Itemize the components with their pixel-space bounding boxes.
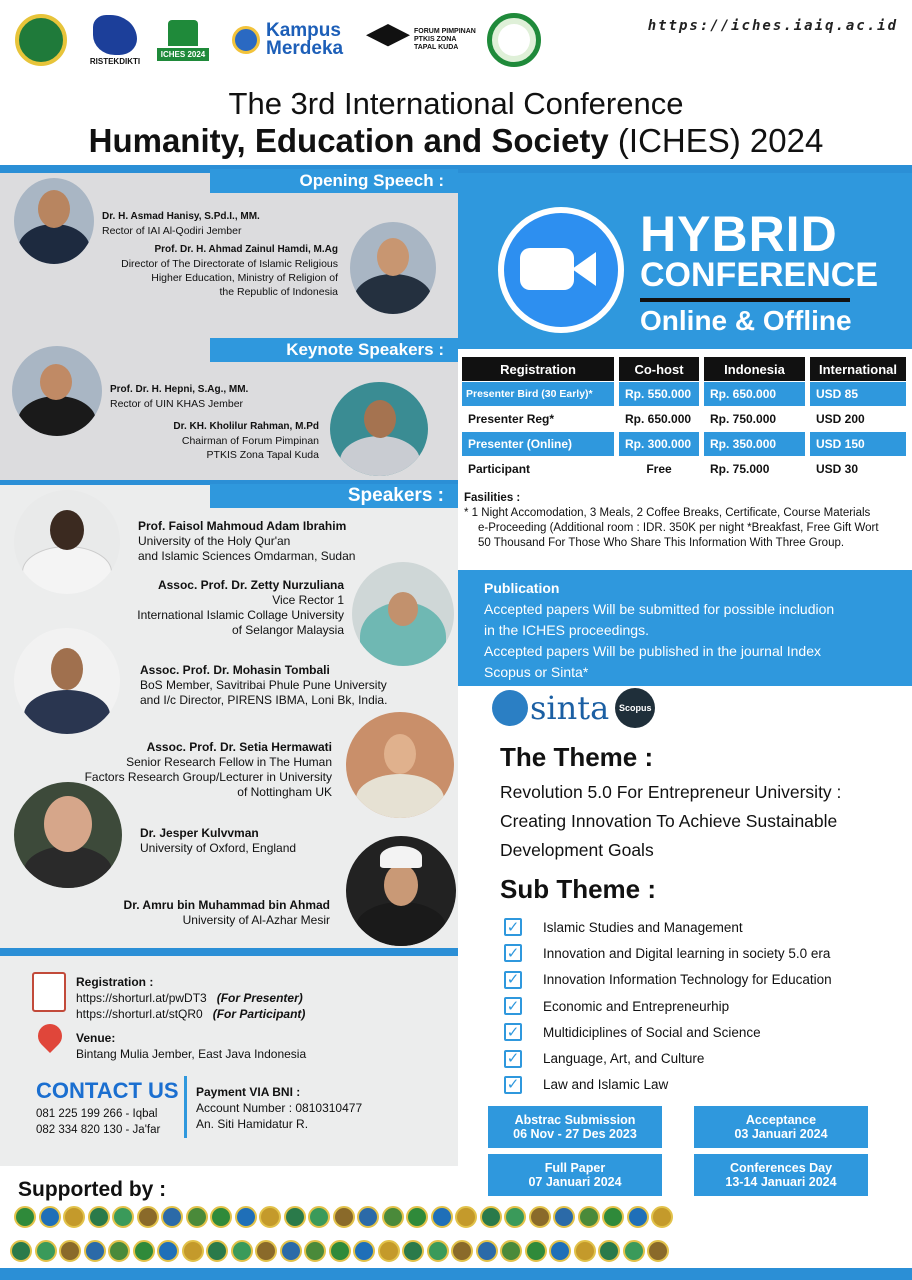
- facilities-note: [464, 491, 910, 551]
- table-cell: Rp. 300.000: [619, 432, 699, 456]
- table-row: [462, 457, 908, 481]
- supporter-logo: [304, 1240, 326, 1262]
- supporter-logo: [574, 1240, 596, 1262]
- acceptance-box: [694, 1106, 868, 1148]
- account-number: Account Number : 0810310477: [196, 1101, 363, 1115]
- supporter-logo: [504, 1206, 526, 1228]
- panel-divider: [0, 948, 458, 956]
- table-cell: Presenter (Online): [462, 432, 614, 456]
- date-value: 03 Januari 2024: [734, 1127, 828, 1141]
- opening-speech-tab: Opening Speech :: [210, 169, 458, 193]
- list-item-label: Law and Islamic Law: [543, 1077, 669, 1093]
- person-affiliation: University of Al-Azhar Mesir: [182, 913, 330, 927]
- table-cell: Presenter Bird (30 Early)*: [462, 382, 614, 406]
- person-affiliation: Factors Research Group/Lecturer in University: [84, 770, 332, 784]
- camera-icon: [520, 248, 574, 290]
- checkbox-icon: ✓: [504, 971, 522, 989]
- column-header: Co-host: [619, 357, 699, 381]
- supporter-logo: [259, 1206, 281, 1228]
- supporter-logo: [651, 1206, 673, 1228]
- supporter-logo: [333, 1206, 355, 1228]
- list-item-label: Innovation and Digital learning in society 5.0 era: [543, 945, 831, 961]
- publication-box: [458, 570, 912, 686]
- divider: [184, 1076, 187, 1138]
- person-affiliation: BoS Member, Savitribai Phule Pune University: [140, 678, 387, 692]
- supporter-logo: [108, 1240, 130, 1262]
- opening-person-1: [102, 210, 260, 238]
- person-affiliation: International Islamic Collage University: [137, 608, 344, 622]
- speaker-photo: [346, 836, 456, 946]
- speaker-photo: [14, 178, 94, 264]
- checkbox-icon: ✓: [504, 918, 522, 936]
- supporter-logo: [255, 1240, 277, 1262]
- facilities-line: * 1 Night Accomodation, 3 Meals, 2 Coffee Breaks, Certificate, Course Materials: [464, 507, 871, 519]
- person-name: Dr. Jesper Kulvvman: [140, 826, 259, 840]
- person-role: Rector of IAI Al-Qodiri Jember: [102, 225, 242, 237]
- date-label: Abstrac Submission: [514, 1113, 636, 1127]
- list-item: [504, 1072, 832, 1098]
- contact-numbers: [36, 1106, 160, 1138]
- kampus-merdeka-logo: [266, 12, 350, 68]
- speaker-photo: [14, 782, 122, 888]
- registration-fee-table: [462, 357, 908, 482]
- contact-phone[interactable]: 082 334 820 130 - Ja'far: [36, 1124, 161, 1136]
- supporter-logo: [231, 1240, 253, 1262]
- list-item: [504, 914, 832, 940]
- speaker-1: [138, 519, 355, 564]
- date-label: Acceptance: [745, 1113, 817, 1127]
- person-role: the Republic of Indonesia: [219, 286, 338, 298]
- keynote-person-1: [110, 383, 248, 411]
- date-label: Conferences Day: [729, 1161, 833, 1175]
- conference-label: CONFERENCE: [640, 256, 879, 294]
- ristekdikti-logo: [82, 12, 148, 68]
- supporter-logo: [627, 1206, 649, 1228]
- table-cell: Rp. 650.000: [704, 382, 805, 406]
- person-name: Dr. H. Asmad Hanisy, S.Pd.I., MM.: [102, 211, 260, 222]
- speaker-photo: [12, 346, 102, 436]
- iches-logo: [148, 12, 218, 68]
- theme-text: [500, 778, 900, 865]
- scopus-logo: Scopus: [615, 688, 655, 728]
- supporter-logo: [427, 1240, 449, 1262]
- speaker-photo: [14, 628, 120, 734]
- logo-caption: Kampus Merdeka: [266, 20, 344, 59]
- person-affiliation: Senior Research Fellow in The Human: [126, 755, 332, 769]
- table-row: [462, 432, 908, 456]
- speaker-2: [100, 578, 344, 638]
- table-cell: Participant: [462, 457, 614, 481]
- supporter-logo: [451, 1240, 473, 1262]
- table-header-row: [462, 357, 908, 381]
- venue-address: Bintang Mulia Jember, East Java Indonesia: [76, 1047, 307, 1061]
- contact-phone[interactable]: 081 225 199 266 - Iqbal: [36, 1108, 158, 1120]
- speaker-5: [140, 826, 296, 856]
- tut-wuri-logo: [230, 12, 262, 68]
- sub-theme-list: [504, 914, 832, 1098]
- contact-heading: CONTACT US: [36, 1078, 179, 1103]
- publication-heading: Publication: [484, 580, 560, 596]
- supporter-logo: [353, 1240, 375, 1262]
- supporter-logo: [455, 1206, 477, 1228]
- supporter-logo: [431, 1206, 453, 1228]
- supporter-logo: [500, 1240, 522, 1262]
- camera-lens-icon: [572, 252, 596, 286]
- title-rest: (ICHES) 2024: [608, 122, 824, 159]
- table-cell: Rp. 350.000: [704, 432, 805, 456]
- supporter-logo: [476, 1240, 498, 1262]
- date-value: 07 Januari 2024: [528, 1175, 622, 1189]
- supporter-logo: [529, 1206, 551, 1228]
- person-name: Prof. Dr. H. Hepni, S.Ag., MM.: [110, 384, 249, 395]
- supporter-logo: [553, 1206, 575, 1228]
- keynote-speakers-tab: Keynote Speakers :: [210, 338, 458, 362]
- logo-caption: FORUM PIMPINAN PTKIS ZONA TAPAL KUDA: [414, 28, 476, 51]
- supporter-logo: [549, 1240, 571, 1262]
- table-cell: Rp. 650.000: [619, 407, 699, 431]
- conference-title-line2: [0, 122, 912, 160]
- supporter-logo: [623, 1240, 645, 1262]
- table-cell: Rp. 750.000: [704, 407, 805, 431]
- table-cell: USD 30: [810, 457, 906, 481]
- logo-caption: RISTEKDIKTI: [89, 56, 141, 66]
- forum-pimpinan-logo: [362, 12, 484, 68]
- supporter-logo: [284, 1206, 306, 1228]
- person-name: Dr. Amru bin Muhammad bin Ahmad: [123, 898, 330, 912]
- theme-line: Development Goals: [500, 840, 654, 860]
- publication-line: Accepted papers Will be published in the journal Index: [484, 643, 821, 659]
- list-item-label: Language, Art, and Culture: [543, 1051, 705, 1067]
- list-item-label: Innovation Information Technology for Education: [543, 972, 832, 988]
- facilities-line: e-Proceeding (Additional room : IDR. 350K per night *Breakfast, Free Gift Wort: [478, 522, 879, 534]
- list-item: [504, 993, 832, 1019]
- facilities-line: 50 Thousand For Those Who Share This Information With Three Group.: [478, 537, 845, 549]
- supporter-logo: [647, 1240, 669, 1262]
- account-name: An. Siti Hamidatur R.: [196, 1117, 309, 1131]
- hybrid-label: HYBRID: [640, 206, 838, 262]
- supporter-logo: [280, 1240, 302, 1262]
- facilities-heading: Fasilities :: [464, 492, 521, 504]
- venue-info: [76, 1030, 306, 1062]
- registration-info: [76, 974, 305, 1022]
- supporter-logo: [182, 1240, 204, 1262]
- sinta-scopus-logos: [492, 688, 655, 728]
- iai-al-qodiri-logo: [486, 12, 542, 68]
- speakers-tab: Speakers :: [210, 484, 458, 508]
- online-offline-label: Online & Offline: [640, 305, 852, 336]
- list-item-label: Multidiciplines of Social and Science: [543, 1024, 761, 1040]
- supporter-logo: [329, 1240, 351, 1262]
- sub-theme-heading: Sub Theme :: [500, 874, 657, 904]
- speaker-3: [140, 663, 387, 708]
- person-affiliation: University of Oxford, England: [140, 841, 297, 855]
- person-name: Dr. KH. Kholilur Rahman, M.Pd: [173, 421, 319, 432]
- supporter-logo: [137, 1206, 159, 1228]
- registration-heading: Registration :: [76, 975, 154, 989]
- person-affiliation: University of the Holy Qur'an: [138, 534, 291, 548]
- supporter-logo: [112, 1206, 134, 1228]
- person-affiliation: Vice Rector 1: [272, 593, 344, 607]
- supporter-logo: [210, 1206, 232, 1228]
- checkbox-icon: ✓: [504, 997, 522, 1015]
- list-item-label: Economic and Entrepreneurhip: [543, 998, 730, 1014]
- link-note: (For Presenter): [216, 991, 303, 1005]
- supporter-logo: [88, 1206, 110, 1228]
- column-header: Indonesia: [704, 357, 805, 381]
- person-name: Assoc. Prof. Dr. Zetty Nurzuliana: [157, 578, 344, 592]
- column-header: International: [810, 357, 906, 381]
- supporter-logo: [406, 1206, 428, 1228]
- list-item: [504, 967, 832, 993]
- list-item-label: Islamic Studies and Management: [543, 919, 743, 935]
- theme-line: Revolution 5.0 For Entrepreneur University :: [500, 782, 842, 802]
- table-row: [462, 407, 908, 431]
- person-role: Higher Education, Ministry of Religion of: [151, 272, 338, 284]
- sinta-logo: sinta: [530, 689, 610, 727]
- column-header: Registration: [462, 357, 614, 381]
- venue-heading: Venue:: [76, 1031, 116, 1045]
- person-role: Chairman of Forum Pimpinan: [181, 435, 319, 447]
- person-name: Prof. Dr. H. Ahmad Zainul Hamdi, M.Ag: [154, 244, 338, 255]
- supporter-logo: [382, 1206, 404, 1228]
- title-bold: Humanity, Education and Society: [88, 122, 609, 159]
- payment-heading: Payment VIA BNI :: [196, 1085, 301, 1099]
- publication-line: in the ICHES proceedings.: [484, 622, 649, 638]
- opening-person-2: [96, 243, 338, 299]
- table-cell: USD 200: [810, 407, 906, 431]
- footer-bar: [0, 1268, 912, 1280]
- checkbox-icon: ✓: [504, 944, 522, 962]
- supporter-logo: [133, 1240, 155, 1262]
- person-name: Assoc. Prof. Dr. Mohasin Tombali: [140, 663, 330, 677]
- supporter-logo: [402, 1240, 424, 1262]
- table-cell: Presenter Reg*: [462, 407, 614, 431]
- kemenag-logo: [14, 12, 68, 68]
- site-url[interactable]: https://iches.iaiq.ac.id: [647, 18, 898, 34]
- full-paper-box: [488, 1154, 662, 1196]
- divider: [640, 298, 850, 302]
- person-affiliation: of Nottingham UK: [237, 785, 332, 799]
- supporter-logo: [157, 1240, 179, 1262]
- conference-day-box: [694, 1154, 868, 1196]
- speaker-6: [80, 898, 330, 928]
- supporter-logo: [308, 1206, 330, 1228]
- list-item: [504, 1045, 832, 1071]
- supporter-logo: [598, 1240, 620, 1262]
- supported-by-heading: Supported by :: [18, 1178, 167, 1201]
- table-cell: Free: [619, 457, 699, 481]
- payment-info: [196, 1084, 362, 1132]
- publication-line: Scopus or Sinta*: [484, 664, 589, 680]
- date-label: Full Paper: [544, 1161, 606, 1175]
- table-cell: USD 85: [810, 382, 906, 406]
- abstract-submission-box: [488, 1106, 662, 1148]
- supporter-logo: [39, 1206, 61, 1228]
- checkbox-icon: ✓: [504, 1076, 522, 1094]
- person-affiliation: of Selangor Malaysia: [231, 623, 344, 637]
- speaker-photo: [352, 562, 454, 666]
- participant-link[interactable]: https://shorturl.at/stQR0: [76, 1007, 203, 1021]
- person-name: Prof. Faisol Mahmoud Adam Ibrahim: [138, 519, 347, 533]
- speaker-4: [76, 740, 332, 800]
- person-affiliation: and Islamic Sciences Omdarman, Sudan: [138, 549, 356, 563]
- publication-line: Accepted papers Will be submitted for possible includion: [484, 601, 835, 617]
- link-note: (For Participant): [212, 1007, 306, 1021]
- registration-form-icon: [32, 972, 66, 1012]
- supporter-logo: [378, 1240, 400, 1262]
- list-item: [504, 940, 832, 966]
- speaker-photo: [346, 712, 454, 818]
- sinta-icon: [492, 690, 528, 726]
- theme-heading: The Theme :: [500, 742, 654, 772]
- supporter-logo: [35, 1240, 57, 1262]
- person-role: Director of The Directorate of Islamic Religious: [121, 258, 338, 270]
- checkbox-icon: ✓: [504, 1023, 522, 1041]
- date-value: 13-14 Januari 2024: [725, 1175, 837, 1189]
- supporter-logo: [10, 1240, 32, 1262]
- supporter-logo: [161, 1206, 183, 1228]
- supporter-logo: [357, 1206, 379, 1228]
- speaker-photo: [330, 382, 428, 476]
- speaker-photo: [350, 222, 436, 314]
- supporter-logo: [63, 1206, 85, 1228]
- person-name: Assoc. Prof. Dr. Setia Hermawati: [146, 740, 332, 754]
- person-role: PTKIS Zona Tapal Kuda: [206, 449, 319, 461]
- table-cell: Rp. 75.000: [704, 457, 805, 481]
- table-cell: Rp. 550.000: [619, 382, 699, 406]
- supporter-logo: [480, 1206, 502, 1228]
- presenter-link[interactable]: https://shorturl.at/pwDT3: [76, 991, 207, 1005]
- supporter-logo: [59, 1240, 81, 1262]
- logo-caption: ICHES 2024: [157, 48, 209, 61]
- supporter-logo: [186, 1206, 208, 1228]
- supporter-logo: [84, 1240, 106, 1262]
- supporter-logo: [578, 1206, 600, 1228]
- theme-line: Creating Innovation To Achieve Sustainable: [500, 811, 838, 831]
- person-role: Rector of UIN KHAS Jember: [110, 398, 244, 410]
- checkbox-icon: ✓: [504, 1050, 522, 1068]
- date-value: 06 Nov - 27 Des 2023: [513, 1127, 637, 1141]
- keynote-person-2: [96, 420, 319, 462]
- table-cell: USD 150: [810, 432, 906, 456]
- supporter-logo: [525, 1240, 547, 1262]
- list-item: [504, 1019, 832, 1045]
- supporter-logo: [206, 1240, 228, 1262]
- conference-title-line1: The 3rd International Conference: [228, 86, 684, 121]
- supporter-logo: [14, 1206, 36, 1228]
- table-row: [462, 382, 908, 406]
- supporter-logo: [235, 1206, 257, 1228]
- supporter-logo: [602, 1206, 624, 1228]
- person-affiliation: and I/c Director, PIRENS IBMA, Loni Bk, India.: [140, 693, 388, 707]
